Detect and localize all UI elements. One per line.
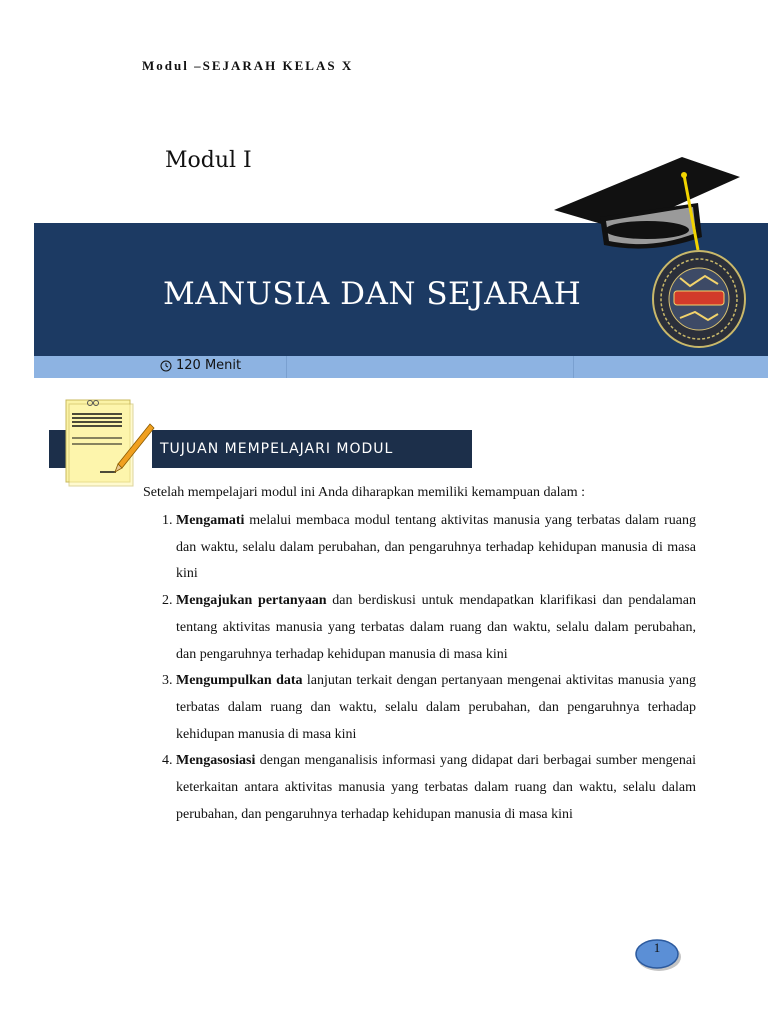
objective-keyword: Mengajukan pertanyaan	[176, 593, 327, 609]
list-item	[176, 668, 696, 748]
objective-text: dan berdiskusi untuk mendapatkan klarifikasi dan pendalaman tentang aktivitas manusia yang terbatas dalam ruang dan waktu, selalu dalam perubahan, dan pengaruhnya terhadap kehidupan manusia di masa kini	[176, 593, 696, 662]
document-header: Modul –SEJARAH KELAS X	[142, 58, 354, 73]
objective-keyword: Mengamati	[176, 513, 245, 528]
list-item	[176, 508, 696, 588]
objectives-list	[142, 508, 696, 828]
module-title: MANUSIA DAN SEJARAH	[163, 276, 582, 312]
intro-text: Setelah mempelajari modul ini Anda diharapkan memiliki kemampuan dalam :	[143, 485, 586, 500]
duration-label	[160, 358, 241, 373]
objective-keyword: Mengasosiasi	[176, 753, 256, 769]
notepad-pencil-icon	[60, 396, 156, 490]
module-number: Modul I	[165, 148, 252, 173]
objective-text: lanjutan terkait dengan pertanyaan mengenai aktivitas manusia yang terbatas dalam ruang dan waktu, selalu dalam perubahan, dan pengaruhnya terhadap kehidupan manusia di masa kini	[176, 673, 696, 742]
page-number: 1	[653, 940, 661, 955]
list-item	[176, 588, 696, 668]
objective-text: dengan menganalisis informasi yang didapat dari berbagai sumber mengenai keterkaitan antara aktivitas manusia yang terbatas dalam ruang dan waktu, selalu dalam perubahan, dan pengaruhnya terhadap kehidupan manusia di masa kini	[176, 753, 696, 822]
objective-keyword: Mengumpulkan data	[176, 673, 303, 689]
section-title: TUJUAN MEMPELAJARI MODUL	[160, 441, 394, 457]
list-item	[176, 748, 696, 828]
seal-logo	[650, 248, 748, 350]
clock-icon	[160, 360, 172, 372]
graduation-cap-icon	[552, 155, 742, 255]
duration-text: 120 Menit	[176, 358, 242, 373]
duration-bar	[34, 356, 768, 378]
objective-text: melalui membaca modul tentang aktivitas manusia yang terbatas dalam ruang dan waktu, selalu dalam perubahan, dan pengaruhnya terhadap kehidupan manusia di masa kini	[176, 513, 696, 582]
